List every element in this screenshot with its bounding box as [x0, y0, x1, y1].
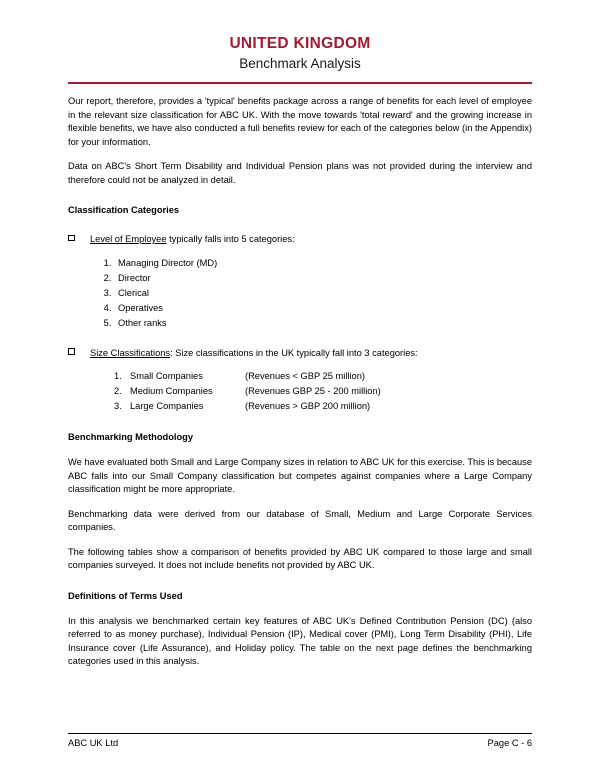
header-divider: [68, 82, 532, 84]
intro-paragraph-1: Our report, therefore, provides a 'typical' benefits package across a range of benefits for each level of employee in the relevant size classification for ABC UK. With the move towards 'total reward' and the growing increase in flexible benefits, we have also conducted a full benefits review for each of the categories below (in the Appendix) for your information.: [68, 96, 532, 147]
employee-level-list: [68, 256, 532, 331]
section-heading-methodology: Benchmarking Methodology: [68, 432, 193, 443]
footer-left-text: ABC UK Ltd: [68, 738, 119, 748]
list-item: 1. Managing Director (MD): [114, 256, 532, 271]
methodology-paragraph-1: We have evaluated both Small and Large Company sizes in relation to ABC UK for this exercise. This is because ABC falls into our Small Company classification but competes against companies where a Large Company classification might be more appropriate.: [68, 457, 532, 495]
list-item: 3. Large Companies (Revenues > GBP 200 million): [114, 401, 371, 412]
intro-paragraph-2: Data on ABC's Short Term Disability and Individual Pension plans was not provided during the interview and therefore could not be analyzed in detail.: [68, 161, 532, 185]
methodology-paragraph-2: Benchmarking data were derived from our database of Small, Medium and Large Corporate Services companies.: [68, 508, 532, 533]
list-item: 4. Operatives: [114, 301, 532, 316]
section-heading-definitions: Definitions of Terms Used: [68, 590, 183, 601]
page-footer: [68, 733, 532, 748]
list-item: 3. Clerical: [114, 286, 532, 301]
bullet-text-size-classifications: : Size classifications in the UK typically fall into 3 categories:: [170, 347, 418, 358]
list-item: 5. Other ranks: [114, 316, 532, 331]
bullet-text-level-of-employee: typically falls into 5 categories:: [166, 234, 295, 245]
definitions-paragraph-1: In this analysis we benchmarked certain key features of ABC UK's Defined Contribution Pension (DC) (also referred to as money purchase), Individual Pension (IP), Medical cover (PMI), Long Term Disability (PHI), Life Insurance cover (Life Assurance), and Holiday policy. The table on the next page defines the benchmarking categories used in this analysis.: [68, 615, 532, 667]
footer-divider: [68, 733, 532, 734]
list-item: 1. Small Companies (Revenues < GBP 25 million): [114, 371, 365, 382]
footer-page-number: Page C - 6: [487, 738, 532, 748]
square-bullet-icon: [68, 347, 90, 360]
square-bullet-icon: [68, 233, 90, 246]
page-subtitle: Benchmark Analysis: [239, 56, 361, 72]
list-item: 2. Director: [114, 271, 532, 286]
page-title: UNITED KINGDOM: [229, 35, 371, 52]
bullet-level-of-employee: [68, 233, 532, 246]
bullet-label-level-of-employee: Level of Employee: [90, 234, 167, 245]
list-item: 2. Medium Companies (Revenues GBP 25 - 200 million): [114, 386, 381, 397]
bullet-size-classifications: [68, 347, 532, 360]
size-classification-list: [68, 369, 532, 414]
section-heading-classification: Classification Categories: [68, 205, 180, 216]
methodology-paragraph-3: The following tables show a comparison of benefits provided by ABC UK compared to those large and small companies surveyed. It does not include benefits not provided by ABC UK.: [68, 546, 532, 571]
bullet-label-size-classifications: Size Classifications: [90, 347, 171, 358]
